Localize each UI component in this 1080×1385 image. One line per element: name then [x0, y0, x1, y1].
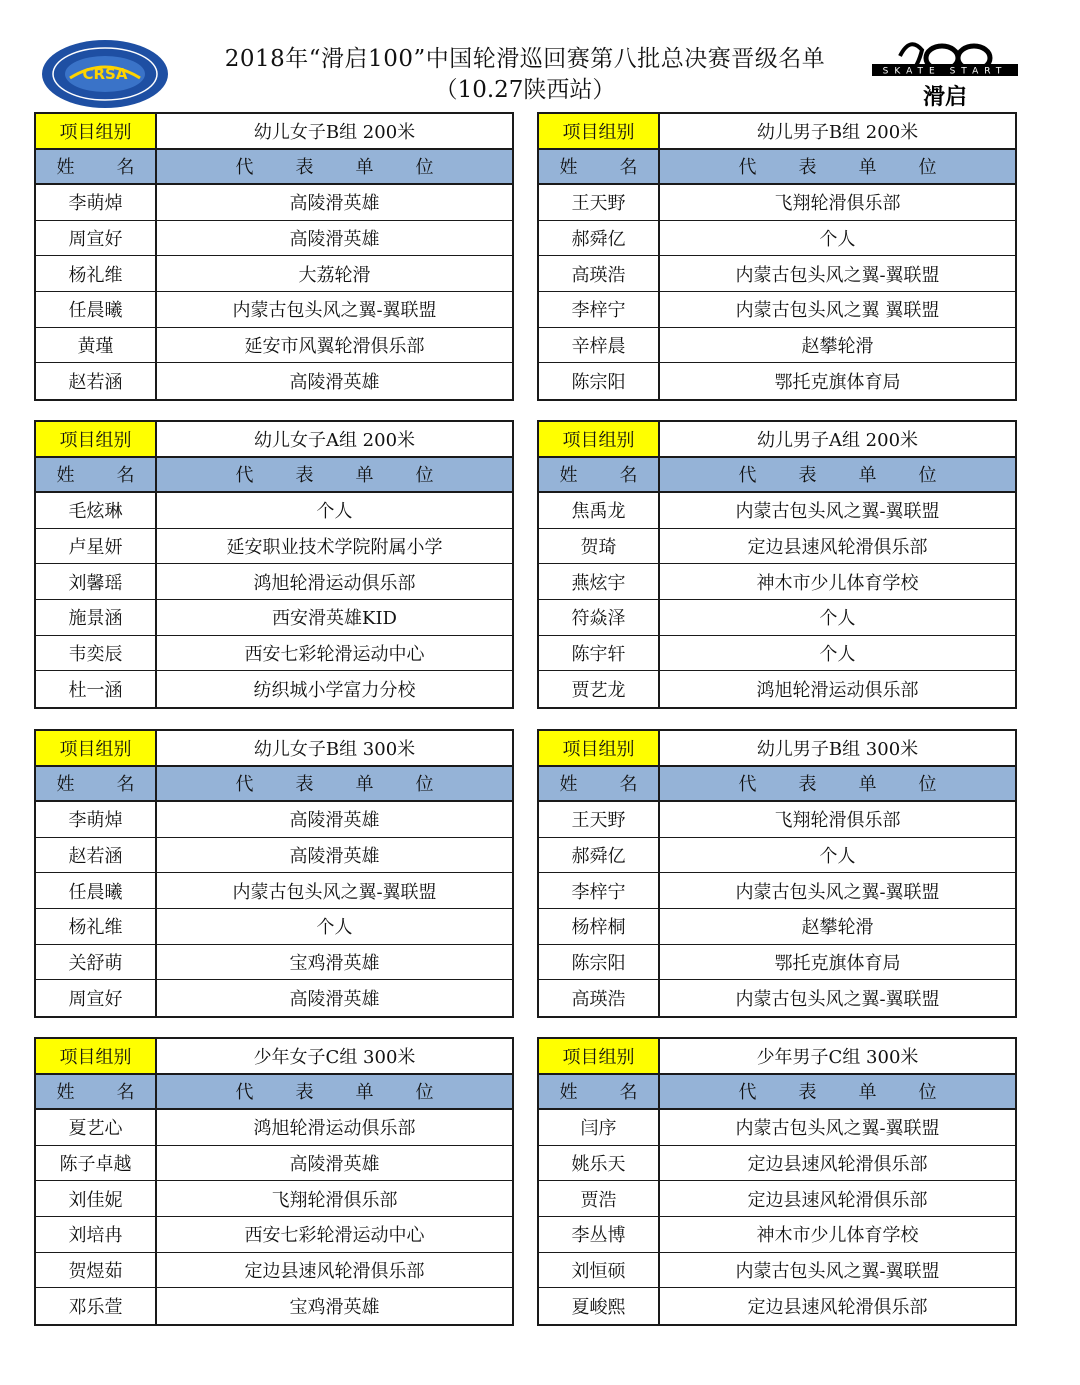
athlete-name: 李丛博	[539, 1217, 660, 1252]
table-title-row	[36, 731, 512, 767]
event-name: 幼儿女子A组 200米	[253, 429, 416, 451]
event-table	[537, 420, 1017, 709]
event-table	[537, 1037, 1017, 1326]
table-row	[36, 1146, 512, 1182]
athlete-unit: 定边县速风轮滑俱乐部	[747, 537, 928, 559]
name-column-header: 姓 名	[539, 767, 660, 801]
table-row	[539, 636, 1015, 672]
table-header-row	[36, 767, 512, 803]
athlete-name: 燕炫宇	[539, 564, 660, 599]
event-table	[537, 729, 1017, 1018]
athlete-unit: 飞翔轮滑俱乐部	[271, 1189, 398, 1211]
table-row	[36, 1253, 512, 1289]
athlete-name: 毛炫琳	[36, 493, 157, 528]
table-header-row	[539, 458, 1015, 494]
table-row	[36, 1110, 512, 1146]
event-table	[34, 420, 514, 709]
table-row	[539, 1253, 1015, 1289]
table-row	[539, 802, 1015, 838]
name-column-header: 姓 名	[36, 150, 157, 184]
athlete-unit: 延安市风翼轮滑俱乐部	[244, 335, 425, 357]
name-column-header: 姓 名	[36, 767, 157, 801]
athlete-name: 黄瑾	[36, 328, 157, 363]
page-subtitle: （10.27陕西站）	[434, 77, 616, 103]
athlete-unit: 高陵滑英雄	[289, 1154, 380, 1176]
skate-start-logo-icon	[870, 36, 1020, 110]
name-column-header: 姓 名	[36, 458, 157, 492]
athlete-unit: 个人	[316, 917, 353, 939]
athlete-name: 王天野	[539, 185, 660, 220]
name-column-header: 姓 名	[36, 1075, 157, 1109]
athlete-name: 杨梓桐	[539, 909, 660, 944]
athlete-unit: 内蒙古包头风之翼-翼联盟	[735, 1118, 940, 1140]
athlete-unit: 个人	[819, 846, 856, 868]
athlete-name: 郝舜亿	[539, 838, 660, 873]
unit-column-header: 代 表 单 位	[235, 774, 446, 796]
table-row	[36, 1288, 512, 1324]
table-title-row	[36, 422, 512, 458]
athlete-name: 贺煜茹	[36, 1253, 157, 1288]
athlete-unit: 大荔轮滑	[298, 264, 371, 286]
category-label: 项目组别	[539, 422, 660, 456]
athlete-unit: 个人	[819, 229, 856, 251]
athlete-unit: 定边县速风轮滑俱乐部	[747, 1154, 928, 1176]
category-label: 项目组别	[36, 1039, 157, 1073]
athlete-unit: 高陵滑英雄	[289, 193, 380, 215]
table-row	[36, 185, 512, 221]
table-row	[36, 221, 512, 257]
athlete-name: 邓乐萱	[36, 1288, 157, 1324]
athlete-unit: 内蒙古包头风之翼-翼联盟	[735, 501, 940, 523]
name-column-header: 姓 名	[539, 150, 660, 184]
table-row	[36, 529, 512, 565]
table-row	[539, 1217, 1015, 1253]
table-row	[539, 600, 1015, 636]
athlete-unit: 高陵滑英雄	[289, 371, 380, 393]
athlete-name: 贾浩	[539, 1181, 660, 1216]
athlete-unit: 延安职业技术学院附属小学	[226, 537, 443, 559]
event-name: 少年男子C组 300米	[756, 1046, 919, 1068]
athlete-unit: 鸿旭轮滑运动俱乐部	[756, 679, 919, 701]
athlete-unit: 高陵滑英雄	[289, 846, 380, 868]
athlete-unit: 内蒙古包头风之翼-翼联盟	[735, 881, 940, 903]
athlete-unit: 高陵滑英雄	[289, 810, 380, 832]
athlete-unit: 定边县速风轮滑俱乐部	[747, 1296, 928, 1318]
table-row	[36, 292, 512, 328]
athlete-unit: 西安滑英雄KID	[272, 608, 397, 630]
table-row	[539, 1181, 1015, 1217]
event-table	[34, 112, 514, 401]
athlete-name: 刘恒硕	[539, 1253, 660, 1288]
athlete-name: 贾艺龙	[539, 671, 660, 707]
event-table	[34, 729, 514, 1018]
athlete-unit: 定边县速风轮滑俱乐部	[747, 1189, 928, 1211]
athlete-unit: 赵攀轮滑	[801, 917, 874, 939]
unit-column-header: 代 表 单 位	[235, 1082, 446, 1104]
name-column-header: 姓 名	[539, 458, 660, 492]
athlete-name: 陈宗阳	[539, 945, 660, 980]
table-header-row	[539, 1075, 1015, 1111]
athlete-unit: 内蒙古包头风之翼-翼联盟	[735, 264, 940, 286]
page-title: 2018年“滑启100”中国轮滑巡回赛第八批总决赛晋级名单	[224, 46, 826, 72]
table-row	[36, 980, 512, 1016]
athlete-name: 关舒萌	[36, 945, 157, 980]
athlete-name: 李萌焯	[36, 802, 157, 837]
table-row	[36, 636, 512, 672]
athlete-name: 周宣好	[36, 221, 157, 256]
table-row	[36, 838, 512, 874]
table-row	[539, 328, 1015, 364]
athlete-name: 杜一涵	[36, 671, 157, 707]
athlete-name: 符焱泽	[539, 600, 660, 635]
event-name: 幼儿男子B组 200米	[756, 121, 919, 143]
athlete-name: 陈宗阳	[539, 363, 660, 399]
athlete-name: 施景涵	[36, 600, 157, 635]
athlete-unit: 宝鸡滑英雄	[289, 952, 380, 974]
athlete-name: 杨礼维	[36, 909, 157, 944]
table-row	[539, 292, 1015, 328]
athlete-name: 闫序	[539, 1110, 660, 1145]
athlete-name: 姚乐天	[539, 1146, 660, 1181]
table-title-row	[539, 731, 1015, 767]
athlete-name: 赵若涵	[36, 838, 157, 873]
table-row	[36, 909, 512, 945]
athlete-name: 刘馨瑶	[36, 564, 157, 599]
athlete-unit: 神木市少儿体育学校	[756, 572, 919, 594]
table-header-row	[539, 767, 1015, 803]
table-title-row	[36, 1039, 512, 1075]
athlete-name: 刘培冉	[36, 1217, 157, 1252]
table-row	[36, 1217, 512, 1253]
category-label: 项目组别	[539, 114, 660, 148]
table-row	[36, 1181, 512, 1217]
table-row	[36, 873, 512, 909]
unit-column-header: 代 表 单 位	[738, 1082, 949, 1104]
event-name: 少年女子C组 300米	[253, 1046, 416, 1068]
athlete-unit: 鸿旭轮滑运动俱乐部	[253, 1118, 416, 1140]
table-row	[36, 802, 512, 838]
athlete-name: 夏峻熙	[539, 1288, 660, 1324]
name-column-header: 姓 名	[539, 1075, 660, 1109]
table-row	[539, 256, 1015, 292]
table-title-row	[539, 114, 1015, 150]
athlete-name: 李梓宁	[539, 873, 660, 908]
table-header-row	[36, 458, 512, 494]
association-logo-icon	[40, 38, 170, 110]
athlete-name: 焦禹龙	[539, 493, 660, 528]
table-row	[539, 1110, 1015, 1146]
table-row	[36, 600, 512, 636]
table-row	[539, 493, 1015, 529]
athlete-unit: 西安七彩轮滑运动中心	[244, 1225, 425, 1247]
athlete-unit: 飞翔轮滑俱乐部	[774, 193, 901, 215]
athlete-unit: 鸿旭轮滑运动俱乐部	[253, 572, 416, 594]
table-row	[539, 671, 1015, 707]
table-row	[36, 493, 512, 529]
unit-column-header: 代 表 单 位	[235, 157, 446, 179]
athlete-name: 郝舜亿	[539, 221, 660, 256]
athlete-name: 赵若涵	[36, 363, 157, 399]
unit-column-header: 代 表 单 位	[235, 465, 446, 487]
athlete-unit: 高陵滑英雄	[289, 229, 380, 251]
event-table	[537, 112, 1017, 401]
event-table	[34, 1037, 514, 1326]
table-row	[539, 838, 1015, 874]
athlete-name: 陈宇轩	[539, 636, 660, 671]
table-row	[36, 671, 512, 707]
logo-right-brand: SKATE START	[882, 66, 1008, 77]
table-row	[36, 256, 512, 292]
table-title-row	[539, 1039, 1015, 1075]
athlete-unit: 鄂托克旗体育局	[774, 371, 901, 393]
athlete-unit: 宝鸡滑英雄	[289, 1296, 380, 1318]
unit-column-header: 代 表 单 位	[738, 774, 949, 796]
athlete-name: 李萌焯	[36, 185, 157, 220]
athlete-name: 任晨曦	[36, 292, 157, 327]
athlete-unit: 鄂托克旗体育局	[774, 952, 901, 974]
athlete-unit: 神木市少儿体育学校	[756, 1225, 919, 1247]
athlete-unit: 赵攀轮滑	[801, 335, 874, 357]
athlete-unit: 个人	[819, 643, 856, 665]
athlete-unit: 内蒙古包头风之翼-翼联盟	[232, 300, 437, 322]
table-row	[36, 363, 512, 399]
unit-column-header: 代 表 单 位	[738, 157, 949, 179]
table-row	[539, 221, 1015, 257]
table-header-row	[36, 1075, 512, 1111]
category-label: 项目组别	[539, 731, 660, 765]
athlete-name: 周宣好	[36, 980, 157, 1016]
athlete-name: 陈子卓越	[36, 1146, 157, 1181]
table-header-row	[539, 150, 1015, 186]
athlete-unit: 内蒙古包头风之翼-翼联盟	[735, 988, 940, 1010]
athlete-unit: 内蒙古包头风之翼-翼联盟	[232, 881, 437, 903]
logo-right-text: 滑启	[922, 85, 968, 110]
table-row	[539, 363, 1015, 399]
athlete-unit: 高陵滑英雄	[289, 988, 380, 1010]
athlete-unit: 个人	[819, 608, 856, 630]
athlete-name: 贺琦	[539, 529, 660, 564]
table-row	[539, 980, 1015, 1016]
athlete-name: 任晨曦	[36, 873, 157, 908]
table-row	[36, 564, 512, 600]
table-row	[539, 909, 1015, 945]
category-label: 项目组别	[36, 422, 157, 456]
athlete-unit: 个人	[316, 501, 353, 523]
event-name: 幼儿男子A组 200米	[756, 429, 919, 451]
athlete-name: 夏艺心	[36, 1110, 157, 1145]
athlete-name: 韦奕辰	[36, 636, 157, 671]
table-title-row	[36, 114, 512, 150]
table-row	[539, 1288, 1015, 1324]
athlete-unit: 内蒙古包头风之翼-翼联盟	[735, 1260, 940, 1282]
athlete-name: 李梓宁	[539, 292, 660, 327]
athlete-unit: 飞翔轮滑俱乐部	[774, 810, 901, 832]
athlete-name: 卢星妍	[36, 529, 157, 564]
athlete-name: 王天野	[539, 802, 660, 837]
athlete-unit: 纺织城小学富力分校	[253, 679, 416, 701]
table-row	[539, 564, 1015, 600]
athlete-name: 高瑛浩	[539, 980, 660, 1016]
table-row	[36, 945, 512, 981]
unit-column-header: 代 表 单 位	[738, 465, 949, 487]
athlete-unit: 西安七彩轮滑运动中心	[244, 643, 425, 665]
athlete-name: 刘佳妮	[36, 1181, 157, 1216]
table-row	[539, 873, 1015, 909]
athlete-name: 辛梓晨	[539, 328, 660, 363]
table-row	[36, 328, 512, 364]
table-title-row	[539, 422, 1015, 458]
logo-left-text: CRSA	[82, 65, 128, 83]
category-label: 项目组别	[36, 731, 157, 765]
athlete-unit: 定边县速风轮滑俱乐部	[244, 1260, 425, 1282]
category-label: 项目组别	[539, 1039, 660, 1073]
table-row	[539, 529, 1015, 565]
page-header	[0, 0, 1080, 112]
table-row	[539, 1146, 1015, 1182]
athlete-unit: 内蒙古包头风之翼 翼联盟	[735, 300, 940, 322]
event-name: 幼儿男子B组 300米	[756, 738, 919, 760]
table-row	[539, 945, 1015, 981]
athlete-name: 高瑛浩	[539, 256, 660, 291]
category-label: 项目组别	[36, 114, 157, 148]
table-header-row	[36, 150, 512, 186]
event-name: 幼儿女子B组 200米	[253, 121, 416, 143]
athlete-name: 杨礼维	[36, 256, 157, 291]
event-name: 幼儿女子B组 300米	[253, 738, 416, 760]
table-row	[539, 185, 1015, 221]
